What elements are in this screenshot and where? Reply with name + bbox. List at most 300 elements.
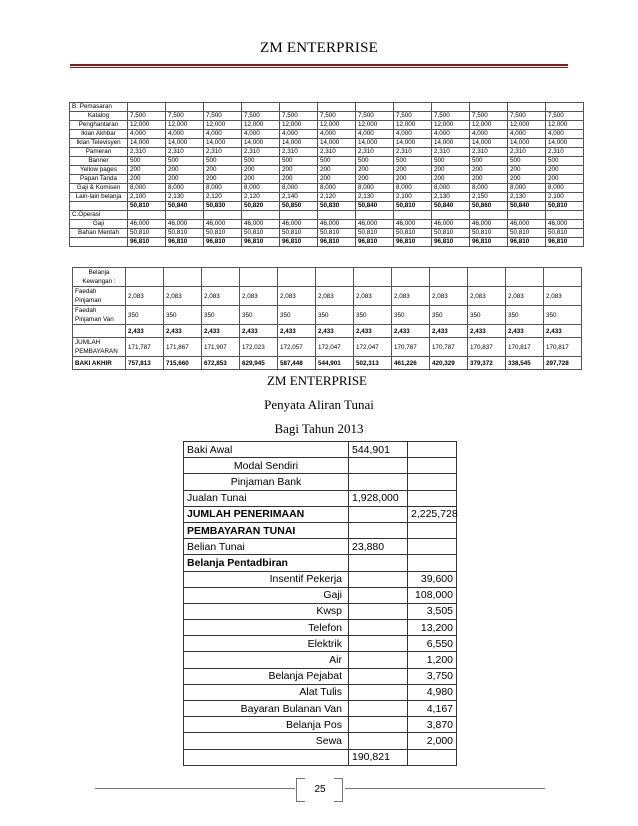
table-cell: 2,433 [240,325,278,338]
table-cell [316,268,354,287]
statement-row [184,603,457,619]
table-cell: 8,000 [318,184,356,193]
statement-row [184,749,457,765]
page-number: 25 [314,784,326,795]
table-cell: 2,083 [164,287,202,306]
table-cell: 200 [432,175,470,184]
statement-row [184,506,457,522]
monthly-expense-table [69,102,584,247]
financial-expense-table [72,267,582,370]
table-cell: 2,433 [164,325,202,338]
row-label: Gaji & Komisen [70,184,128,193]
table-cell [356,211,394,220]
table-cell [508,103,546,112]
table-cell [278,268,316,287]
statement-label: Belian Tunai [184,539,349,555]
table-cell: 350 [126,306,164,325]
table-cell: 4,000 [356,130,394,139]
table-cell: 96,810 [166,238,204,247]
table-cell: 50,810 [128,229,166,238]
statement-total [408,442,457,458]
statement-amount: 1,928,000 [349,490,408,506]
table-row [70,229,584,238]
table-cell [394,103,432,112]
statement-total: 3,505 [408,603,457,619]
statement-row [184,587,457,603]
table-cell [126,268,164,287]
table-cell: 500 [356,157,394,166]
table-cell: 170,817 [544,338,582,357]
statement-amount [349,684,408,700]
table-cell: 2,310 [166,148,204,157]
statement-total: 2,225,728 [408,506,457,522]
table-cell: 50,810 [394,229,432,238]
table-cell: 172,057 [278,338,316,357]
table-cell: 46,000 [546,220,584,229]
statement-row [184,458,457,474]
table-cell: 629,945 [240,357,278,370]
table-cell: 2,120 [318,193,356,202]
table-cell: 350 [392,306,430,325]
table-cell: 50,860 [470,202,508,211]
table-cell: 7,500 [394,112,432,121]
header-rule-thin [70,67,568,68]
table-cell: 200 [280,166,318,175]
statement-total: 13,200 [408,620,457,636]
table-cell: 2,083 [506,287,544,306]
table-cell: 2,083 [468,287,506,306]
statement-total: 39,600 [408,571,457,587]
row-label: Penghantaran [70,121,128,130]
table-cell: 672,853 [202,357,240,370]
table-cell: 2,083 [240,287,278,306]
table-cell [202,268,240,287]
table-cell: 170,787 [430,338,468,357]
statement-amount [349,701,408,717]
table-cell: 46,000 [166,220,204,229]
statement-total: 1,200 [408,652,457,668]
row-label [70,202,128,211]
statement-label: PEMBAYARAN TUNAI [184,522,349,538]
table-cell: 350 [430,306,468,325]
table-cell: 46,000 [318,220,356,229]
table-cell: 4,000 [242,130,280,139]
table-cell: 500 [546,157,584,166]
table-cell: 50,840 [356,202,394,211]
statement-period: Bagi Tahun 2013 [274,421,364,436]
table-cell: 2,310 [204,148,242,157]
table-cell: 8,000 [432,184,470,193]
statement-label: Belanja Pos [184,717,349,733]
table-cell: 46,000 [432,220,470,229]
table-cell: 14,000 [318,139,356,148]
statement-amount [349,587,408,603]
row-label: Yellow pages [70,166,128,175]
statement-amount [349,652,408,668]
table-cell: 14,000 [280,139,318,148]
table-cell: 350 [468,306,506,325]
table-cell: 500 [166,157,204,166]
table-cell: 7,500 [128,112,166,121]
table-cell: 96,810 [242,238,280,247]
table-cell: 200 [318,166,356,175]
row-label: Faedah Pinjaman [73,287,126,306]
footer-rule-right [345,788,545,789]
table-cell: 350 [202,306,240,325]
statement-amount [349,458,408,474]
statement-label [184,749,349,765]
table-row [73,357,582,370]
table-cell: 2,433 [430,325,468,338]
table-cell: 12,000 [546,121,584,130]
table-cell: 50,810 [128,202,166,211]
table-cell [546,211,584,220]
statement-total [408,555,457,571]
table-cell: 12,000 [470,121,508,130]
table-row [70,238,584,247]
table-cell: 50,830 [318,202,356,211]
table-cell [204,103,242,112]
table-cell: 4,000 [128,130,166,139]
table-cell: 715,660 [164,357,202,370]
table-cell [508,211,546,220]
table-cell [128,103,166,112]
table-cell: 12,000 [318,121,356,130]
table-cell: 12,000 [128,121,166,130]
table-cell: 2,310 [128,148,166,157]
table-cell: 14,000 [394,139,432,148]
table-cell: 96,810 [432,238,470,247]
table-cell: 2,130 [508,193,546,202]
table-cell [430,268,468,287]
table-row [70,157,584,166]
table-cell: 50,840 [508,202,546,211]
table-cell: 200 [394,175,432,184]
statement-total: 3,750 [408,668,457,684]
table-cell: 500 [470,157,508,166]
table-cell: 200 [128,166,166,175]
table-cell: 2,433 [506,325,544,338]
table-cell: 50,810 [318,229,356,238]
table-cell: 8,000 [280,184,318,193]
table-cell: 500 [204,157,242,166]
statement-label: Kwsp [184,603,349,619]
table-cell: 200 [204,166,242,175]
row-label: Faedah Pinjaman Van [73,306,126,325]
table-cell [318,103,356,112]
table-cell: 96,810 [470,238,508,247]
statement-label: Bayaran Bulanan Van [184,701,349,717]
table-cell: 2,310 [508,148,546,157]
table-cell [470,211,508,220]
table-cell: 7,500 [470,112,508,121]
table-row [70,139,584,148]
table-cell: 172,023 [240,338,278,357]
table-cell: 2,310 [432,148,470,157]
statement-label: Belanja Pejabat [184,668,349,684]
table-row [73,325,582,338]
statement-label: Gaji [184,587,349,603]
statement-total [408,458,457,474]
table-cell: 2,433 [354,325,392,338]
statement-row [184,442,457,458]
table-cell [432,211,470,220]
table-cell: 8,000 [546,184,584,193]
row-label: Gaji [70,220,128,229]
table-cell: 338,545 [506,357,544,370]
statement-label: Belanja Pentadbiran [184,555,349,571]
cash-flow-statement-table [183,441,457,766]
statement-amount [349,522,408,538]
table-cell: 14,000 [432,139,470,148]
table-cell [204,211,242,220]
table-cell: 2,310 [470,148,508,157]
table-cell: 7,500 [508,112,546,121]
statement-amount [349,474,408,490]
table-cell: 200 [508,166,546,175]
table-cell: 500 [318,157,356,166]
statement-company: ZM ENTERPRISE [266,373,368,388]
table-cell: 350 [354,306,392,325]
table-cell: 7,500 [318,112,356,121]
table-cell: 50,810 [280,229,318,238]
table-cell: 2,433 [126,325,164,338]
table-cell: 4,000 [318,130,356,139]
table-cell: 2,130 [166,193,204,202]
table-cell: 200 [470,166,508,175]
table-cell: 46,000 [394,220,432,229]
table-cell: 350 [506,306,544,325]
table-cell: 200 [318,175,356,184]
statement-total [408,522,457,538]
table-cell: 14,000 [356,139,394,148]
table-cell: 500 [394,157,432,166]
table-cell: 50,810 [432,229,470,238]
table-cell: 170,787 [392,338,430,357]
table-cell: 50,840 [432,202,470,211]
table-cell: 50,810 [166,229,204,238]
page-header-title: ZM ENTERPRISE [259,40,379,56]
table-row [73,338,582,357]
table-cell: 200 [546,166,584,175]
table-cell: 2,083 [392,287,430,306]
table-cell: 46,000 [280,220,318,229]
row-label: Bahan Mentah [70,229,128,238]
row-label: Pameran [70,148,128,157]
statement-row [184,490,457,506]
statement-total: 6,550 [408,636,457,652]
statement-title: Penyata Aliran Tunai [264,397,374,412]
table-cell: 2,083 [430,287,468,306]
table-cell: 2,083 [278,287,316,306]
table-cell: 2,433 [544,325,582,338]
table-row [70,211,584,220]
statement-label: Insentif Pekerja [184,571,349,587]
statement-amount [349,571,408,587]
row-label: Papan Tanda [70,175,128,184]
statement-amount [349,620,408,636]
table-row [70,220,584,229]
table-cell: 7,500 [356,112,394,121]
table-cell: 2,310 [318,148,356,157]
table-cell: 544,901 [316,357,354,370]
table-cell: 2,083 [316,287,354,306]
table-cell: 12,000 [356,121,394,130]
statement-label: Baki Awal [184,442,349,458]
table-cell: 170,837 [468,338,506,357]
table-cell: 4,000 [394,130,432,139]
table-row [70,148,584,157]
table-cell: 50,830 [204,202,242,211]
statement-total: 3,870 [408,717,457,733]
statement-total [408,474,457,490]
table-cell: 200 [204,175,242,184]
row-label: B. Pemasaran [70,103,128,112]
row-label [73,325,126,338]
statement-amount [349,668,408,684]
table-cell: 4,000 [204,130,242,139]
table-cell: 500 [280,157,318,166]
footer-rule-left [95,788,295,789]
statement-amount: 190,821 [349,749,408,765]
table-cell: 7,500 [204,112,242,121]
table-cell: 50,840 [166,202,204,211]
statement-row [184,701,457,717]
table-cell: 297,728 [544,357,582,370]
row-label [70,238,128,247]
table-row [70,103,584,112]
row-label: JUMLAH PEMBAYARAN [73,338,126,357]
table-cell: 379,372 [468,357,506,370]
statement-row [184,474,457,490]
table-cell [280,103,318,112]
statement-amount [349,636,408,652]
table-cell: 8,000 [242,184,280,193]
table-cell [240,268,278,287]
table-cell: 200 [508,175,546,184]
table-cell [468,268,506,287]
statement-amount [349,717,408,733]
table-cell: 2,433 [278,325,316,338]
table-cell [506,268,544,287]
table-cell: 96,810 [394,238,432,247]
table-cell: 2,310 [394,148,432,157]
statement-row [184,620,457,636]
table-cell [392,268,430,287]
table-cell: 461,226 [392,357,430,370]
table-cell [128,211,166,220]
statement-amount [349,603,408,619]
table-cell: 12,000 [166,121,204,130]
statement-label: Telefon [184,620,349,636]
statement-label: Modal Sendiri [184,458,349,474]
table-cell: 4,000 [546,130,584,139]
table-cell: 350 [544,306,582,325]
table-cell: 2,433 [468,325,506,338]
header-rule [70,64,568,66]
table-cell [544,268,582,287]
table-cell: 2,100 [546,193,584,202]
row-label: Banner [70,157,128,166]
statement-label: Sewa [184,733,349,749]
table-cell: 170,817 [506,338,544,357]
table-cell: 2,140 [280,193,318,202]
table-cell: 96,810 [204,238,242,247]
table-cell: 7,500 [242,112,280,121]
table-cell: 200 [280,175,318,184]
table-cell [164,268,202,287]
table-cell: 2,083 [202,287,240,306]
table-cell: 200 [128,175,166,184]
table-cell: 96,810 [508,238,546,247]
table-cell: 14,000 [508,139,546,148]
table-cell [432,103,470,112]
table-cell: 2,083 [354,287,392,306]
statement-total: 108,000 [408,587,457,603]
table-cell [354,268,392,287]
table-cell: 4,000 [508,130,546,139]
table-cell: 2,120 [242,193,280,202]
table-cell: 96,810 [546,238,584,247]
table-cell: 200 [356,175,394,184]
table-row [70,112,584,121]
table-cell: 50,810 [546,202,584,211]
statement-amount [349,555,408,571]
table-cell: 50,820 [242,202,280,211]
statement-total: 4,980 [408,684,457,700]
table-cell: 96,810 [128,238,166,247]
table-cell: 50,810 [356,229,394,238]
table-cell: 96,810 [318,238,356,247]
table-cell [280,211,318,220]
table-row [70,193,584,202]
table-cell: 200 [546,175,584,184]
table-row [70,184,584,193]
statement-label: Jualan Tunai [184,490,349,506]
table-cell: 2,130 [432,193,470,202]
table-cell: 46,000 [204,220,242,229]
table-cell: 350 [240,306,278,325]
table-cell: 46,000 [508,220,546,229]
table-cell: 200 [242,166,280,175]
table-cell: 2,083 [544,287,582,306]
statement-amount [349,506,408,522]
statement-row [184,652,457,668]
table-cell [242,103,280,112]
table-row [73,268,582,287]
statement-total [408,749,457,765]
row-label: Iklan Televisyen [70,139,128,148]
table-cell: 200 [242,175,280,184]
statement-label: Elektrik [184,636,349,652]
table-cell: 50,810 [470,229,508,238]
table-cell: 14,000 [204,139,242,148]
table-cell: 200 [394,166,432,175]
table-cell: 8,000 [356,184,394,193]
table-cell: 420,329 [430,357,468,370]
statement-amount: 544,901 [349,442,408,458]
table-cell: 4,000 [432,130,470,139]
table-cell: 502,313 [354,357,392,370]
table-cell: 350 [316,306,354,325]
table-cell: 46,000 [128,220,166,229]
table-cell: 200 [166,175,204,184]
table-row [70,175,584,184]
table-cell: 50,810 [546,229,584,238]
statement-row [184,668,457,684]
table-cell: 350 [164,306,202,325]
row-label: Belanja Kewangan : [73,268,126,287]
